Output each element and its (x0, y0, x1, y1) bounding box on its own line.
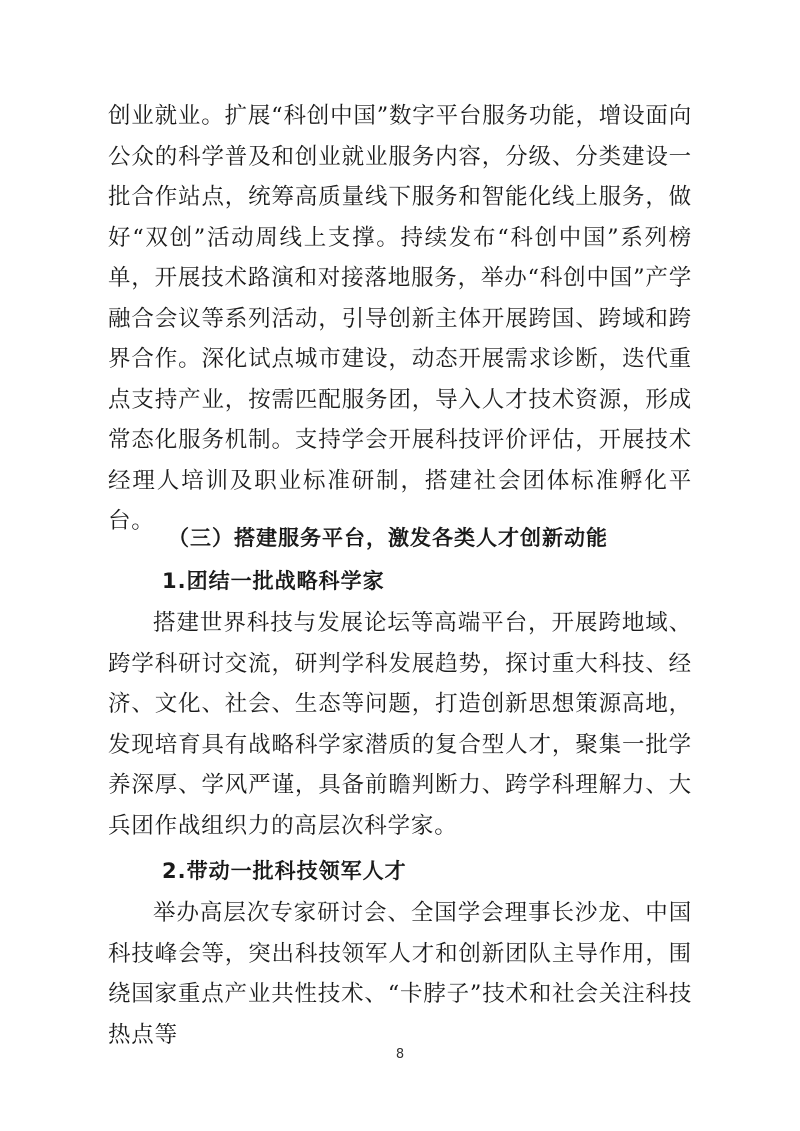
page-number: 8 (395, 1047, 405, 1062)
paragraph-strategic-scientists: 搭建世界科技与发展论坛等高端平台，开展跨地域、跨学科研讨交流，研判学科发展趋势，探讨重大科技、经济、文化、社会、生态等问题，打造创新思想策源高地，发现培育具有战略科学家潜质的复合型人才，聚集一批学养深厚、学风严谨，具备前瞻判断力、跨学科理解力、大兵团作战组织力的高层次科学家。 (108, 610, 692, 839)
paragraph-leading-talents: 举办高层次专家研讨会、全国学会理事长沙龙、中国科技峰会等，突出科技领军人才和创新团队主导作用，围绕国家重点产业共性技术、“卡脖子”技术和社会关注科技热点等 (108, 900, 692, 1048)
paragraph-platform-services: 创业就业。扩展“科创中国”数字平台服务功能，增设面向公众的科学普及和创业就业服务内容，分级、分类建设一批合作站点，统筹高质量线下服务和智能化线上服务，做好“双创”活动周线上支撑。持续发布“科创中国”系列榜单，开展技术路演和对接落地服务，举办“科创中国”产学融合会议等系列活动，引导创新主体开展跨国、跨域和跨界合作。深化试点城市建设，动态开展需求诊断，迭代重点支持产业，按需匹配服务团，导入人才技术资源，形成常态化服务机制。支持学会开展科技评价评估，开展技术经理人培训及职业标准研制，搭建社会团体标准孵化平台。 (108, 103, 692, 534)
item-heading-strategic-scientists: 1.团结一批战略科学家 (162, 569, 385, 593)
item-heading-leading-talents: 2.带动一批科技领军人才 (162, 859, 407, 883)
section-heading: （三）搭建服务平台，激发各类人才创新动能 (168, 526, 608, 550)
